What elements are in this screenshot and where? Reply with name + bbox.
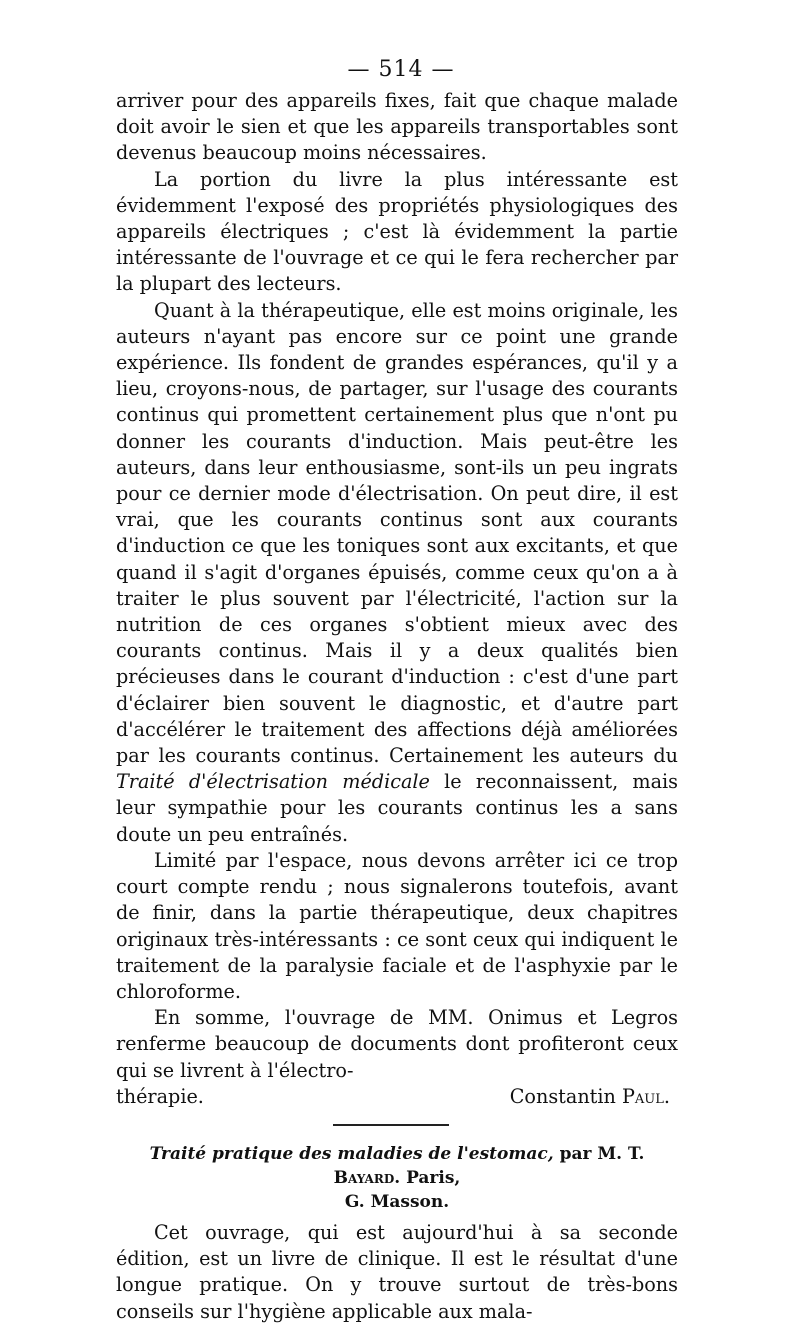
review-publisher: G. Masson. <box>344 1191 450 1212</box>
signature <box>510 1084 670 1110</box>
conclusion-last-word: thérapie. <box>116 1084 204 1108</box>
therapy-text-before: Quant à la thérapeutique, elle est moins originale, les auteurs n'ayant pas encore sur ce point une grande expérience. Ils fondent de grandes espérances, qu'il y a lieu, croyons-nous, de partager, sur l'usage des courants continus qui promettent certainement plus que n'ont pu donner les courants d'induction. Mais peut-être les auteurs, dans leur enthousiasme, sont-ils un peu ingrats pour ce dernier mode d'électrisation. On peut dire, il est vrai, que les courants continus sont aux courants d'induction ce que les toniques sont aux excitants, et que quand il s'agit d'organes épuisés, comme ceux qu'on a à traiter le plus souvent par l'électricité, l'action sur la nutrition de ces organes s'obtient mieux avec des courants continus. Mais il y a deux qualités bien précieuses dans le courant d'induction : c'est d'une part d'éclairer bien souvent le diagnostic, et d'autre part d'accélérer le traitement des affections déjà améliorées par les courants continus. Certainement les auteurs du <box>116 298 678 768</box>
page-number: — 514 — <box>347 57 455 82</box>
paragraph-review-body: Cet ouvrage, qui est aujourd'hui à sa seconde édition, est un livre de clinique. Il est le résultat d'une longue pratique. On y trouve surtout de très-bons conseils sur l'hygiène applicable aux mala- <box>116 1220 678 1323</box>
signature-line <box>116 1084 678 1110</box>
paragraph-conclusion: En somme, l'ouvrage de MM. Onimus et Legros renferme beaucoup de documents dont profiteront ceux qui se livrent à l'électro- <box>116 1006 678 1082</box>
review-by: par M. T. <box>559 1143 645 1164</box>
review-author: Bayard. <box>333 1167 401 1188</box>
signature-first-name: Constantin <box>509 1084 616 1108</box>
paragraph-therapy <box>116 298 678 848</box>
review-book-title: Traité pratique des maladies de l'estomac, <box>149 1143 554 1164</box>
book-page <box>116 52 678 1325</box>
review-heading <box>116 1142 678 1214</box>
paragraph-continuation: arriver pour des appareils fixes, fait que chaque malade doit avoir le sien et que les appareils transportables sont devenus beaucoup moins nécessaires. <box>116 89 678 165</box>
paragraph-physiology: La portion du livre la plus intéressante est évidemment l'exposé des propriétés physiologiques des appareils électriques ; c'est là évidemment la partie intéressante de l'ouvrage et ce qui le fera rechercher par la plupart des lecteurs. <box>116 167 678 296</box>
therapy-text-after: le reconnaissent, mais leur sympathie pour les courants continus les a sans doute un peu entraînés. <box>116 770 678 846</box>
paragraph-limits: Limité par l'espace, nous devons arrêter ici ce trop court compte rendu ; nous signalerons toutefois, avant de finir, dans la partie thérapeutique, deux chapitres originaux très-intéressants : ce sont ceux qui indiquent le traitement de la paralysie faciale et de l'asphyxie par le chloroforme. <box>116 848 678 1003</box>
book-title-italic: Traité d'électrisation médicale <box>116 770 430 794</box>
section-divider <box>333 1124 449 1126</box>
review-city: Paris, <box>406 1167 461 1188</box>
signature-last-name: Paul. <box>622 1084 670 1108</box>
